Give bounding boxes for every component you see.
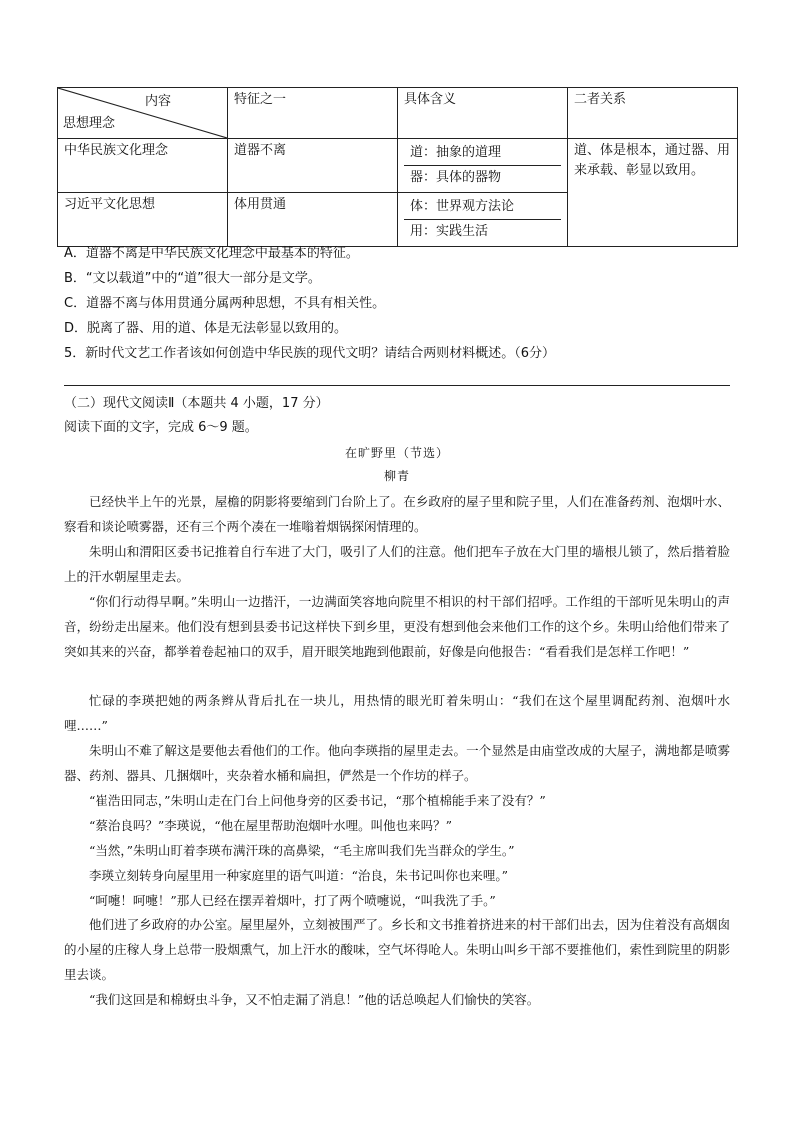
header-content-label: 内容 — [144, 94, 171, 109]
diagonal-header-cell — [58, 88, 228, 139]
section-divider — [64, 385, 730, 386]
paragraph: “呵嚏！呵嚏！”那人已经在摆弄着烟叶，打了两个喷嚏说，“叫我洗了手。” — [89, 893, 496, 908]
passage-author: 柳青 — [383, 469, 410, 483]
paragraph: 朱明山不难了解这是要他去看他们的工作。他向李瑛指的屋里走去。一个显然是由庙堂改成的大屋子，满地都是喷雾器、药剂、器具、几捆烟叶，夹杂着水桶和扁担，俨然是一个作坊的样子。 — [64, 743, 730, 783]
row2-concept: 习近平文化思想 — [58, 193, 228, 247]
paragraph: 他们进了乡政府的办公室。屋里屋外，立刻被围严了。乡长和文书推着挤进来的村干部们出去，因为住着没有高烟囱的小屋的庄稼人身上总带一股烟熏气，加上汗水的酸味，空气坏得呛人。朱明山叫乡干部不要推他们，索性到院里的阴影里去谈。 — [64, 917, 730, 982]
comparison-table — [57, 87, 738, 247]
row1-meaning-b: 器：具体的器物 — [404, 165, 561, 190]
paragraph: “当然，”朱明山盯着李瑛布满汗珠的高鼻梁，“毛主席叫我们先当群众的学生。” — [89, 843, 515, 858]
question-5: 5．新时代文艺工作者该如何创造中华民族的现代文明？请结合两则材料概述。（6分） — [64, 346, 556, 361]
reading-instruction: 阅读下面的文字，完成 6～9 题。 — [64, 420, 258, 435]
header-concept-label: 思想理念 — [63, 116, 116, 131]
option-d: D．脱离了器、用的道、体是无法彰显以致用的。 — [64, 321, 348, 336]
option-a: A．道器不离是中华民族文化理念中最基本的特征。 — [64, 246, 359, 261]
header-relation: 二者关系 — [568, 88, 738, 139]
option-b: B．“文以载道”中的“道”很大一部分是文学。 — [64, 271, 321, 286]
paragraph: “蔡治良吗？”李瑛说，“他在屋里帮助泡烟叶水哩。叫他也来吗？” — [89, 818, 453, 833]
option-c: C．道器不离与体用贯通分属两种思想，不具有相关性。 — [64, 296, 386, 311]
row1-feature: 道器不离 — [228, 139, 398, 193]
paragraph: 忙碌的李瑛把她的两条辫从背后扎在一块儿，用热情的眼光盯着朱明山：“我们在这个屋里调配药剂、泡烟叶水哩……” — [64, 693, 730, 733]
paragraph: 李瑛立刻转身向屋里用一种家庭里的语气叫道：“治良，朱书记叫你也来哩。” — [89, 868, 509, 883]
table-row — [58, 139, 738, 193]
paragraph: 已经快半上午的光景，屋檐的阴影将要缩到门台阶上了。在乡政府的屋子里和院子里，人们在准备药剂、泡烟叶水、察看和谈论喷雾器，还有三个两个凑在一堆嗡着烟锅探闲情理的。 — [64, 494, 730, 534]
paragraph: “你们行动得早啊。”朱明山一边揩汗，一边满面笑容地向院里不相识的村干部们招呼。工作组的干部听见朱明山的声音，纷纷走出屋来。他们没有想到县委书记这样快下到乡里，更没有想到他会来他们工作的这个乡。朱明山给他们带来了突如其来的兴奋，都挙着卷起袖口的双手，眉开眼笑地跑到他跟前，好像是向他报告：“看看我们是怎样工作吧！” — [64, 594, 730, 659]
row1-meaning-a: 道：抽象的道理 — [410, 145, 502, 160]
row1-meaning — [398, 139, 568, 193]
section-heading: （二）现代文阅读Ⅱ（本题共 4 小题，17 分） — [64, 396, 329, 411]
paragraph: “崔浩田同志，”朱明山走在门台上问他身旁的区委书记，“那个植棉能手来了没有？” — [89, 793, 546, 808]
row2-feature: 体用贯通 — [228, 193, 398, 247]
header-feature: 特征之一 — [228, 88, 398, 139]
paragraph: “我们这回是和棉蚜虫斗争，又不怕走漏了消息！”他的话总唤起人们愉快的笑容。 — [89, 992, 540, 1007]
paragraph: 朱明山和渭阳区委书记推着自行车进了大门，吸引了人们的注意。他们把车子放在大门里的墙根儿锁了，然后揩着脸上的汗水朝屋里走去。 — [64, 544, 730, 584]
row1-concept: 中华民族文化理念 — [58, 139, 228, 193]
table-header-row — [58, 88, 738, 139]
row2-meaning-a: 体：世界观方法论 — [410, 199, 515, 214]
row2-meaning — [398, 193, 568, 247]
header-meaning: 具体含义 — [398, 88, 568, 139]
relation-cell: 道、体是根本，通过器、用来承载、彰显以致用。 — [568, 139, 738, 247]
passage-title: 在旷野里（节选） — [344, 446, 449, 460]
row2-meaning-b: 用：实践生活 — [404, 219, 561, 244]
